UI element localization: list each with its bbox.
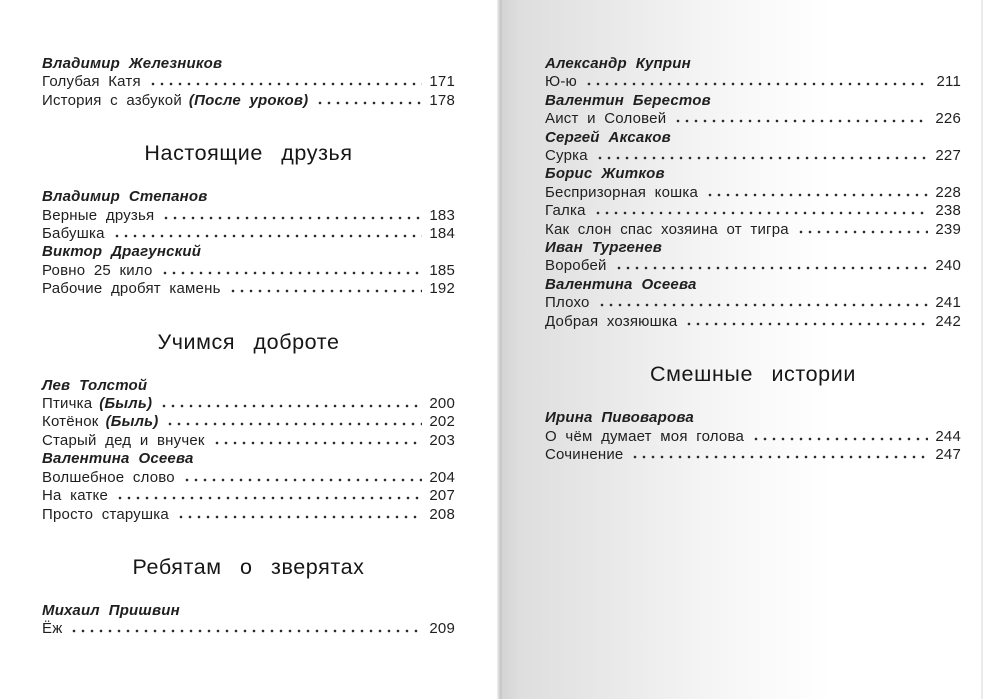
dot-leader — [151, 82, 423, 86]
dot-leader — [72, 629, 422, 633]
dot-leader — [231, 289, 423, 293]
section-heading: Настоящие друзья — [144, 141, 353, 166]
dot-leader — [598, 156, 929, 160]
entry-title: Сурка — [545, 147, 588, 165]
toc-entry — [42, 620, 455, 638]
toc-entry — [545, 446, 961, 464]
dot-leader — [799, 230, 929, 234]
toc-entry — [545, 428, 961, 446]
entry-title: На катке — [42, 487, 108, 505]
entry-title: Рабочие дробят камень — [42, 280, 221, 298]
dot-leader — [164, 216, 422, 220]
entry-page-number: 200 — [429, 395, 455, 413]
entry-page-number: 240 — [935, 257, 961, 275]
entry-page-number: 211 — [936, 73, 961, 91]
dot-leader — [162, 404, 422, 408]
toc-entry — [545, 313, 961, 331]
author-name: Владимир Железников — [42, 55, 223, 72]
dot-leader — [318, 101, 422, 105]
entry-title: Сочинение — [545, 445, 624, 463]
entry-page-number: 241 — [935, 294, 961, 312]
entry-page-number: 208 — [429, 505, 455, 523]
entry-note: (После уроков) — [188, 91, 309, 109]
section-heading: Учимся доброте — [157, 329, 340, 354]
toc-entry — [545, 73, 961, 91]
author-name: Валентина Осеева — [545, 275, 697, 293]
author-name: Михаил Пришвин — [42, 601, 180, 619]
entry-title: Старый дед и внучек — [42, 431, 205, 449]
entry-title: Ёж — [42, 620, 63, 638]
toc-entry — [42, 92, 455, 110]
entry-note: (Быль) — [105, 413, 159, 431]
entry-note: (Быль) — [99, 395, 153, 413]
section-heading: Смешные истории — [650, 362, 856, 387]
toc-entry — [42, 469, 455, 487]
section-heading: Ребятам о зверятах — [132, 554, 365, 579]
author-name: Иван Тургенев — [545, 239, 663, 257]
toc-entry — [545, 110, 961, 128]
toc-entry — [545, 221, 961, 239]
dot-leader — [596, 211, 929, 215]
toc-entry — [42, 262, 455, 280]
entry-title: Воробей — [545, 257, 607, 275]
entry-title: Плохо — [545, 294, 590, 312]
entry-title: Галка — [545, 202, 586, 220]
author-name: Александр Куприн — [545, 55, 691, 72]
entry-page-number: 242 — [935, 312, 961, 330]
entry-page-number: 202 — [429, 413, 455, 431]
entry-title: Голубая Катя — [42, 73, 141, 91]
entry-title: Ю-ю — [545, 73, 577, 91]
dot-leader — [708, 193, 928, 197]
author-name: Виктор Драгунский — [42, 243, 202, 261]
entry-title: Ровно 25 кило — [42, 261, 153, 279]
toc-entry — [42, 432, 455, 450]
dot-leader — [163, 271, 423, 275]
author-name: Валентина Осеева — [42, 450, 194, 468]
entry-page-number: 204 — [429, 468, 455, 486]
toc-entry — [42, 487, 455, 505]
entry-page-number: 247 — [935, 445, 961, 463]
entry-page-number: 184 — [429, 225, 455, 243]
entry-title: Просто старушка — [42, 505, 169, 523]
toc-entry — [42, 395, 455, 413]
dot-leader — [600, 303, 929, 307]
dot-leader — [115, 234, 423, 238]
entry-page-number: 185 — [429, 261, 455, 279]
right-page — [502, 0, 1000, 699]
entry-title: История с азбукой — [42, 91, 182, 109]
entry-page-number: 203 — [429, 431, 455, 449]
toc-entry — [545, 147, 961, 165]
dot-leader — [118, 496, 422, 500]
left-page — [0, 0, 497, 699]
author-name: Ирина Пивоварова — [545, 409, 694, 427]
toc-entry — [42, 73, 455, 91]
entry-page-number: 244 — [935, 427, 961, 445]
toc-entry — [42, 225, 455, 243]
entry-page-number: 171 — [429, 73, 455, 91]
toc-entry — [545, 184, 961, 202]
entry-title: Добрая хозяюшка — [545, 312, 678, 330]
page-edge-line — [981, 0, 983, 699]
toc-entry — [42, 506, 455, 524]
toc-entry — [545, 202, 961, 220]
dot-leader — [687, 322, 928, 326]
toc-entry — [42, 280, 455, 298]
entry-title: Котёнок — [42, 413, 99, 431]
entry-title: Волшебное слово — [42, 468, 175, 486]
entry-title: Беспризорная кошка — [545, 183, 698, 201]
dot-leader — [676, 119, 928, 123]
dot-leader — [754, 437, 928, 441]
entry-title: Птичка — [42, 395, 93, 413]
dot-leader — [185, 478, 423, 482]
dot-leader — [617, 266, 929, 270]
dot-leader — [633, 455, 928, 459]
entry-page-number: 238 — [935, 202, 961, 220]
author-name: Лев Толстой — [42, 376, 148, 394]
entry-title: Бабушка — [42, 225, 105, 243]
author-name: Борис Житков — [545, 165, 665, 183]
entry-title: Аист и Соловей — [545, 110, 667, 128]
entry-page-number: 178 — [429, 91, 455, 109]
entry-title: Верные друзья — [42, 206, 155, 224]
entry-page-number: 239 — [935, 220, 961, 238]
dot-leader — [168, 422, 422, 426]
entry-page-number: 227 — [935, 147, 961, 165]
entry-page-number: 228 — [935, 183, 961, 201]
entry-page-number: 192 — [429, 280, 455, 298]
author-name: Валентин Берестов — [545, 91, 711, 109]
author-name: Сергей Аксаков — [545, 128, 671, 146]
author-name: Владимир Степанов — [42, 188, 208, 206]
entry-page-number: 183 — [429, 206, 455, 224]
dot-leader — [179, 515, 422, 519]
entry-page-number: 209 — [429, 620, 455, 638]
entry-title: Как слон спас хозяина от тигра — [545, 220, 789, 238]
toc-entry — [42, 207, 455, 225]
toc-entry — [545, 294, 961, 312]
entry-page-number: 207 — [429, 487, 455, 505]
entry-page-number: 226 — [935, 110, 961, 128]
entry-title: О чём думает моя голова — [545, 427, 744, 445]
right-page-content — [545, 55, 961, 464]
dot-leader — [587, 82, 929, 86]
toc-entry — [42, 413, 455, 431]
left-page-content — [42, 55, 455, 639]
dot-leader — [215, 441, 423, 445]
toc-entry — [545, 257, 961, 275]
